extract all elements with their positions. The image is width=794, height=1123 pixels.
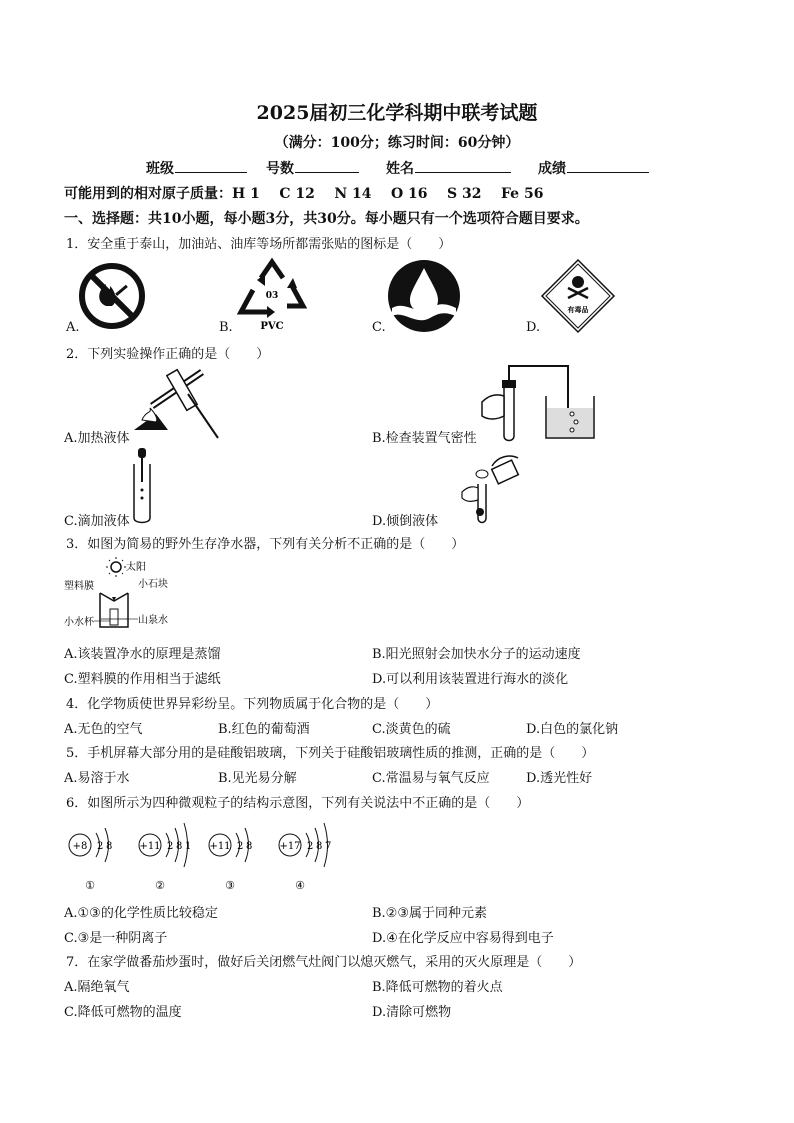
electron-count: 2	[167, 841, 174, 852]
q1-stem: 1．安全重于泰山，加油站、油库等场所都需张贴的图标是（ ）	[66, 237, 452, 252]
q1-label-b: B.	[219, 320, 233, 335]
q4-option-c: C.淡黄色的硫	[372, 722, 451, 737]
particle-label: ①	[85, 879, 95, 892]
q3-label-film: 塑料膜	[64, 581, 94, 592]
q3-label-water: 山泉水	[138, 615, 168, 626]
q3-label-sun: 太阳	[126, 562, 146, 573]
field-name-blank[interactable]	[415, 160, 511, 173]
q7-stem: 7．在家学做番茄炒蛋时，做好后关闭燃气灶阀门以熄灭燃气，采用的灭火原理是（ ）	[66, 955, 582, 970]
q1-label-d: D.	[526, 320, 541, 335]
field-score-blank[interactable]	[567, 160, 649, 173]
field-class-blank[interactable]	[175, 160, 247, 173]
particle-1	[69, 828, 112, 892]
q4-option-d: D.白色的氯化钠	[526, 722, 619, 737]
nucleus-charge: +8	[72, 841, 88, 852]
sun-icon	[111, 562, 121, 572]
q7-option-c: C.降低可燃物的温度	[64, 1005, 182, 1020]
q5-option-b: B.见光易分解	[218, 771, 297, 786]
test-tube-icon	[478, 484, 486, 523]
q2-image-a	[130, 364, 220, 444]
q6-option-a: A.①③的化学性质比较稳定	[64, 906, 218, 921]
bottle-stopper-icon	[476, 508, 484, 516]
particle-3	[209, 828, 252, 892]
q2-option-a: A.加热液体	[64, 431, 130, 446]
q3-option-d: D.可以利用该装置进行海水的淡化	[372, 672, 569, 687]
q6-option-b: B.②③属于同种元素	[372, 906, 487, 921]
q4-option-a: A.无色的空气	[64, 722, 143, 737]
electron-count: 2	[97, 841, 104, 852]
q6-option-d: D.④在化学反应中容易得到电子	[372, 931, 554, 946]
q3-label-stone: 小石块	[138, 579, 168, 590]
reagent-bottle-icon	[492, 460, 519, 484]
electron-count: 2	[237, 841, 244, 852]
dropper-bulb-icon	[138, 448, 146, 458]
electron-count: 1	[185, 841, 192, 852]
electron-count: 8	[316, 841, 323, 852]
small-cup-icon	[110, 609, 118, 625]
particle-label: ③	[225, 879, 235, 892]
particle-label: ②	[155, 879, 165, 892]
q3-option-a: A.该装置净水的原理是蒸馏	[64, 647, 221, 662]
section-heading: 一、选择题：共10小题，每小题3分，共30分。每小题只有一个选项符合题目要求。	[64, 211, 589, 227]
atomic-masses: 可能用到的相对原子质量：H 1 C 12 N 14 O 16 S 32 Fe 56	[64, 186, 544, 202]
field-score	[538, 158, 649, 178]
q1-image-a	[78, 262, 148, 330]
q2-option-c: C.滴加液体	[64, 514, 130, 529]
field-number	[266, 158, 359, 178]
q3-option-b: B.阳光照射会加快水分子的运动速度	[372, 647, 581, 662]
q2-option-b: B.检查装置气密性	[372, 431, 477, 446]
electron-count: 8	[176, 841, 183, 852]
q3-option-c: C.塑料膜的作用相当于滤纸	[64, 672, 221, 687]
field-class	[146, 158, 247, 178]
q4-option-b: B.红色的葡萄酒	[218, 722, 310, 737]
particle-4	[279, 823, 331, 892]
q5-option-a: A.易溶于水	[64, 771, 130, 786]
hand-icon	[482, 395, 504, 419]
q7-option-a: A.隔绝氧气	[64, 980, 130, 995]
q5-stem: 5．手机屏幕大部分用的是硅酸铝玻璃，下列关于硅酸铝玻璃性质的推测，正确的是（ ）	[66, 746, 595, 761]
q2-image-b	[482, 360, 610, 446]
particle-2	[139, 823, 191, 892]
exam-subtitle: （满分：100分；练习时间：60分钟）	[274, 135, 520, 151]
field-class-label: 班级	[146, 161, 174, 177]
q5-option-c: C.常温易与氧气反应	[372, 771, 490, 786]
q7-option-b: B.降低可燃物的着火点	[372, 980, 503, 995]
electron-count: 8	[246, 841, 253, 852]
q7-option-d: D.清除可燃物	[372, 1005, 452, 1020]
exam-title: 2025届初三化学科期中联考试题	[256, 102, 538, 124]
hand-icon	[462, 487, 478, 502]
field-score-label: 成绩	[538, 161, 566, 177]
q3-diagram	[64, 555, 194, 633]
q3-stem: 3．如图为简易的野外生存净水器，下列有关分析不正确的是（ ）	[66, 537, 465, 552]
q6-option-c: C.③是一种阴离子	[64, 931, 168, 946]
nucleus-charge: +17	[279, 841, 301, 852]
field-number-label: 号数	[266, 161, 294, 177]
q1-image-c	[386, 260, 462, 332]
field-name-label: 姓名	[386, 161, 414, 177]
q6-particle-diagram	[64, 815, 364, 895]
q6-stem: 6．如图所示为四种微观粒子的结构示意图，下列有关说法中不正确的是（ ）	[66, 796, 530, 811]
q1-image-b	[231, 256, 313, 334]
pvc-text: PVC	[260, 321, 284, 332]
skull-icon	[572, 276, 584, 288]
pvc-code: 03	[265, 291, 279, 301]
nucleus-charge: +11	[139, 841, 161, 852]
nucleus-charge: +11	[209, 841, 231, 852]
q4-stem: 4．化学物质使世界异彩纷呈。下列物质属于化合物的是（ ）	[66, 697, 439, 712]
q2-stem: 2．下列实验操作正确的是（ ）	[66, 347, 270, 362]
q1-label-c: C.	[372, 320, 386, 335]
particle-label: ④	[295, 879, 305, 892]
electron-count: 8	[106, 841, 113, 852]
q3-label-cup: 小水杯	[64, 617, 94, 628]
q1-image-d	[540, 258, 616, 334]
electron-count: 7	[325, 841, 332, 852]
field-number-blank[interactable]	[295, 160, 359, 173]
q1-label-a: A.	[66, 320, 80, 335]
q5-option-d: D.透光性好	[526, 771, 593, 786]
q2-image-d	[452, 444, 524, 524]
toxic-text: 有毒品	[567, 305, 589, 314]
field-name	[386, 158, 511, 178]
q2-image-c	[130, 446, 154, 526]
test-tube-icon	[504, 384, 514, 441]
electron-count: 2	[307, 841, 314, 852]
q2-option-d: D.倾倒液体	[372, 514, 439, 529]
